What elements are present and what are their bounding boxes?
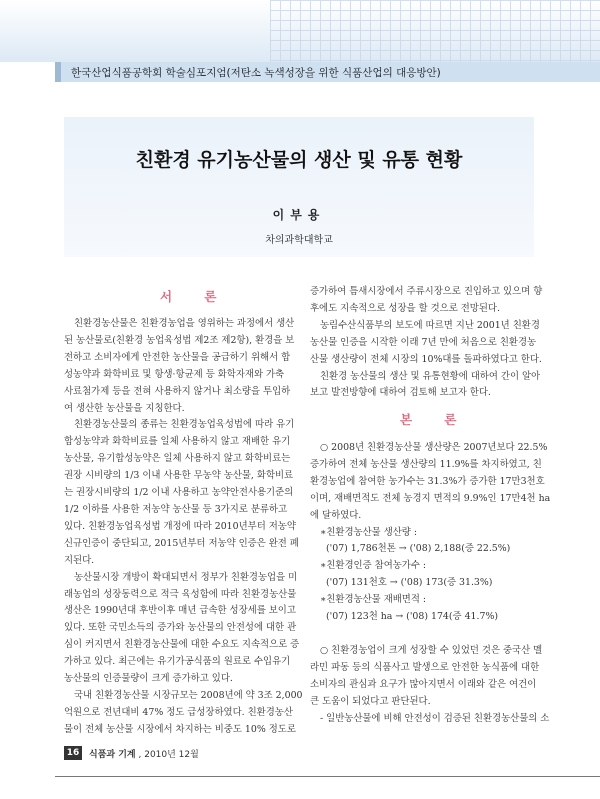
page-number: 16: [64, 746, 82, 760]
grid-pattern: [270, 0, 600, 62]
text-line: ('07) 1,786천톤 → ('08) 2,188(증 22.5%): [326, 543, 511, 555]
text-line: 있다. 친환경농업육성법 개정에 따라 2010년부터 저농약: [64, 520, 296, 532]
issue-date: 2010년 12월: [144, 750, 199, 760]
text-line: ∗친환경농산물 생산량 :: [320, 526, 417, 538]
text-line: ('07) 131천호 → ('08) 173(증 31.3%): [326, 577, 493, 589]
text-line: ('07) 123천 ha → ('08) 174(증 41.7%): [326, 611, 499, 623]
section-heading-intro: 서 론: [160, 289, 231, 304]
text-line: 농산물의 인증물량이 크게 증가하고 있다.: [64, 673, 233, 685]
text-line: 억원으로 전년대비 47% 정도 급성장하였다. 친환경농산: [64, 706, 293, 718]
text-line: 여 생산한 농산물을 지칭한다.: [64, 402, 185, 414]
text-line: 산물 생산량이 전체 시장의 10%대를 돌파하였다고 한다.: [310, 353, 542, 365]
text-line: 국내 친환경농산물 시장규모는 2008년에 약 3조 2,000: [74, 689, 303, 701]
journal-name: 식품과 기계: [89, 750, 136, 760]
text-line: 된 농산물로(친환경 농업육성법 제2조 제2항), 환경을 보: [64, 334, 295, 346]
text-line: 있다. 또한 국민소득의 증가와 농산물의 안전성에 대한 관: [64, 622, 297, 634]
text-line: 농산물시장 개방이 확대되면서 정부가 친환경농업을 미: [74, 571, 298, 583]
text-line: 래농업의 성장동력으로 적극 육성함에 따라 친환경농산물: [64, 588, 297, 600]
text-line: 친환경농산물은 친환경농업을 영위하는 과정에서 생산: [74, 318, 295, 329]
text-line: 심이 커지면서 친환경농산물에 대한 수요도 지속적으로 증: [64, 639, 300, 651]
right-column-body: [310, 440, 551, 727]
text-line: 지된다.: [64, 554, 95, 566]
footer-rule: [55, 776, 600, 777]
text-line: 합성농약과 화학비료를 일체 사용하지 않고 재배한 유기: [64, 436, 291, 448]
text-line: 이며, 재배면적도 전체 농경지 면적의 9.9%인 17만4천 ha: [310, 492, 551, 504]
text-line: - 일반농산물에 비해 안전성이 검증된 친환경농산물의 소: [320, 712, 550, 724]
text-line: 는 권장시비량의 1/2 이내 사용하고 농약안전사용기준의: [64, 487, 294, 499]
text-line: ∗친환경인증 참여농가수 :: [320, 560, 427, 572]
text-line: 증가하여 전체 농산물 생산량의 11.9%를 차지하였고, 친: [310, 458, 542, 470]
footer-journal: 식품과 기계 , 2010년 12월: [89, 750, 199, 760]
text-line: 친환경농산물의 종류는 친환경농업육성법에 따라 유기: [74, 419, 295, 431]
text-line: 1/2 이하를 사용한 저농약 농산물 등 3가지로 분류하고: [64, 503, 288, 515]
text-line: 보고 발전방향에 대하여 검토해 보고자 한다.: [310, 387, 491, 399]
text-line: 사료첨가제 등을 전혀 사용하지 않거나 최소량을 투입하: [64, 385, 291, 397]
text-line: 증가하여 틈새시장에서 주류시장으로 진입하고 있으며 향: [310, 286, 543, 297]
text-line: 가하고 있다. 최근에는 유기가공식품의 원료로 수입유기: [64, 656, 291, 668]
text-line: 라민 파동 등의 식품사고 발생으로 안전한 농식품에 대한: [310, 661, 540, 673]
text-line: 농림수산식품부의 보도에 따르면 지난 2001년 친환경: [320, 319, 540, 331]
text-line: 에 달하였다.: [310, 509, 362, 521]
text-line: [310, 626, 542, 643]
text-line: 환경농업에 참여한 농가수는 31.3%가 증가한 17만3천호: [310, 475, 545, 487]
article-title: 친환경 유기농산물의 생산 및 유통 현황: [135, 149, 463, 171]
section-heading-body: 본 론: [400, 412, 471, 427]
running-header-text: 한국산업식품공학회 학술심포지엄(저탄소 녹색성장을 위한 식품산업의 대응방안): [71, 67, 441, 79]
right-column-top: [310, 284, 542, 402]
author-affiliation: 차의과학대학교: [265, 235, 333, 246]
text-line: 생산은 1990년대 후반이후 매년 급속한 성장세를 보이고: [64, 605, 296, 617]
running-header: [55, 62, 600, 82]
text-line: 농산물 인증을 시작한 이래 7년 만에 처음으로 친환경농: [310, 336, 537, 348]
text-line: 큰 도움이 되었다고 판단된다.: [310, 695, 431, 707]
left-column: [64, 316, 303, 739]
text-line: ○ 2008년 친환경농산물 생산량은 2007년보다 22.5%: [320, 442, 548, 453]
author-name: 이부용: [272, 208, 326, 222]
text-line: ○ 친환경농업이 크게 성장할 수 있었던 것은 중국산 멜: [320, 644, 543, 656]
text-line: 권장 시비량의 1/3 이내 사용한 무농약 농산물, 화학비료: [64, 470, 294, 482]
text-line: ∗친환경농산물 재배면적 :: [320, 594, 427, 606]
text-line: 물이 전체 농산물 시장에서 차지하는 비중도 10% 정도로: [64, 723, 296, 735]
text-line: 농산물, 유기합성농약은 일체 사용하지 않고 화학비료는: [64, 453, 291, 465]
text-line: 전하고 소비자에게 안전한 농산물을 공급하기 위해서 합: [64, 351, 291, 363]
text-line: 소비자의 관심과 요구가 많아지면서 이래와 같은 여건이: [310, 678, 537, 690]
text-line: 친환경 농산물의 생산 및 유통현황에 대하여 간이 알아: [320, 370, 541, 382]
text-line: 후에도 지속적으로 성장을 할 것으로 전망된다.: [310, 302, 500, 314]
text-line: 신규인증이 중단되고, 2015년부터 저농약 인증은 완전 폐: [64, 537, 299, 549]
top-band: [0, 0, 600, 62]
text-line: 성농약과 화학비료 및 항생·항균제 등 화학자재와 가축: [64, 368, 285, 380]
